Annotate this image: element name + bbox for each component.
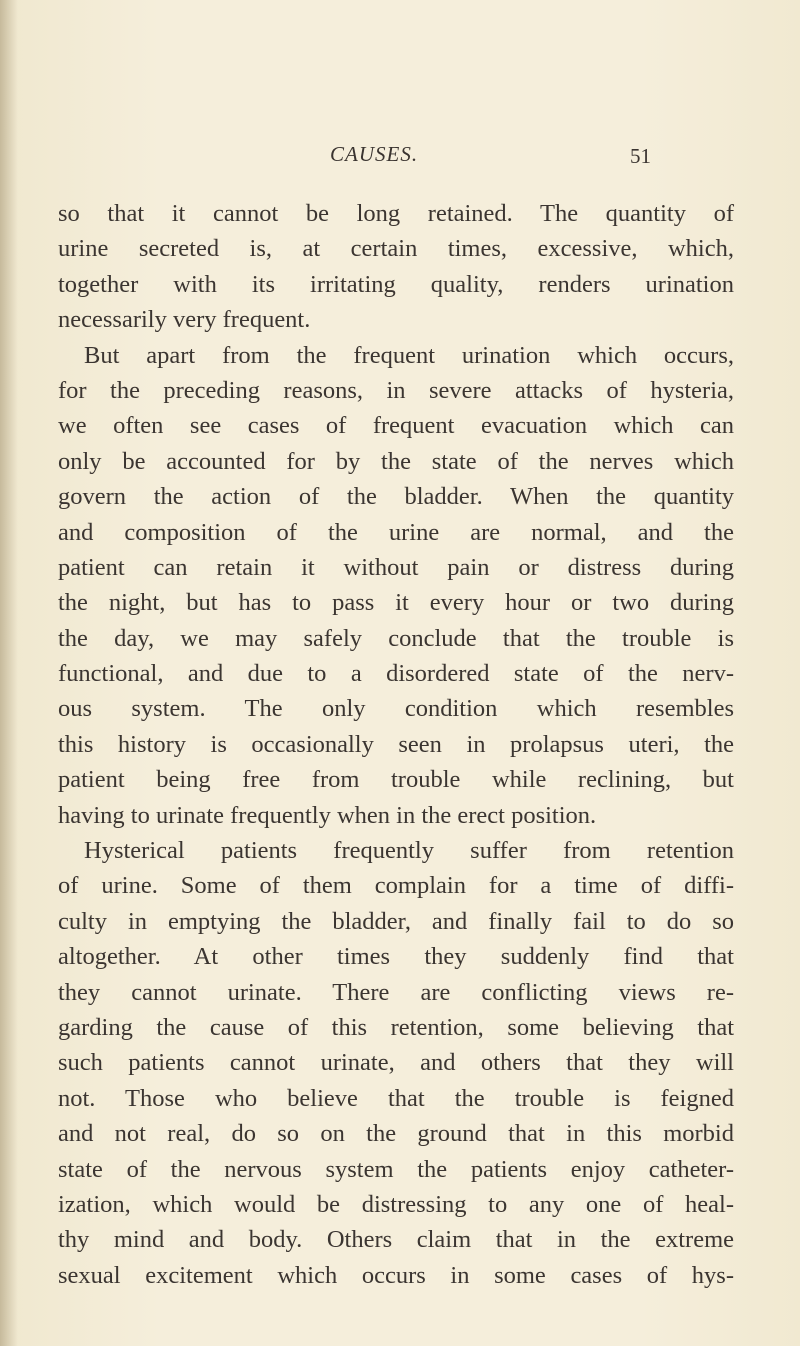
- text-line: only be accounted for by the state of the nerves which: [58, 447, 734, 475]
- text-line: Hysterical patients frequently suffer from retention: [84, 837, 734, 865]
- text-line: we often see cases of frequent evacuation which can: [58, 412, 734, 440]
- text-line: not. Those who believe that the trouble is feigned: [58, 1084, 734, 1112]
- text-line: functional, and due to a disordered state of the nerv-: [58, 660, 734, 688]
- text-line: this history is occasionally seen in prolapsus uteri, the: [58, 730, 734, 758]
- text-line: and composition of the urine are normal, and the: [58, 518, 734, 546]
- text-line: sexual excitement which occurs in some cases of hys-: [58, 1261, 734, 1289]
- text-line: they cannot urinate. There are conflicting views re-: [58, 978, 734, 1006]
- text-line: such patients cannot urinate, and others that they will: [58, 1049, 734, 1077]
- text-line: garding the cause of this retention, some believing that: [58, 1013, 734, 1041]
- text-line: patient being free from trouble while reclining, but: [58, 766, 734, 794]
- text-line: urine secreted is, at certain times, excessive, which,: [58, 235, 734, 263]
- text-line: govern the action of the bladder. When the quantity: [58, 483, 734, 511]
- text-line: But apart from the frequent urination which occurs,: [84, 341, 734, 369]
- running-head: [0, 142, 800, 172]
- text-line: necessarily very frequent.: [58, 306, 311, 334]
- text-line: of urine. Some of them complain for a time of diffi-: [58, 872, 734, 900]
- body-text: [58, 196, 734, 1293]
- page-number: 51: [630, 144, 651, 168]
- running-title: CAUSES.: [330, 142, 419, 166]
- text-line: ous system. The only condition which resembles: [58, 695, 734, 723]
- text-line: state of the nervous system the patients enjoy catheter-: [58, 1155, 734, 1183]
- text-line: culty in emptying the bladder, and finally fail to do so: [58, 907, 734, 935]
- text-line: patient can retain it without pain or distress during: [58, 553, 734, 581]
- text-line: so that it cannot be long retained. The quantity of: [58, 200, 734, 227]
- text-line: altogether. At other times they suddenly find that: [58, 943, 734, 971]
- text-line: for the preceding reasons, in severe attacks of hysteria,: [58, 376, 734, 404]
- page-gutter-shadow: [0, 0, 18, 1346]
- text-line: having to urinate frequently when in the erect position.: [58, 801, 597, 829]
- text-line: ization, which would be distressing to any one of heal-: [58, 1190, 734, 1218]
- text-line: the day, we may safely conclude that the trouble is: [58, 624, 734, 652]
- text-line: thy mind and body. Others claim that in the extreme: [58, 1226, 734, 1254]
- text-line: together with its irritating quality, renders urination: [58, 270, 734, 298]
- text-line: the night, but has to pass it every hour or two during: [58, 589, 734, 617]
- text-line: and not real, do so on the ground that in this morbid: [58, 1120, 734, 1148]
